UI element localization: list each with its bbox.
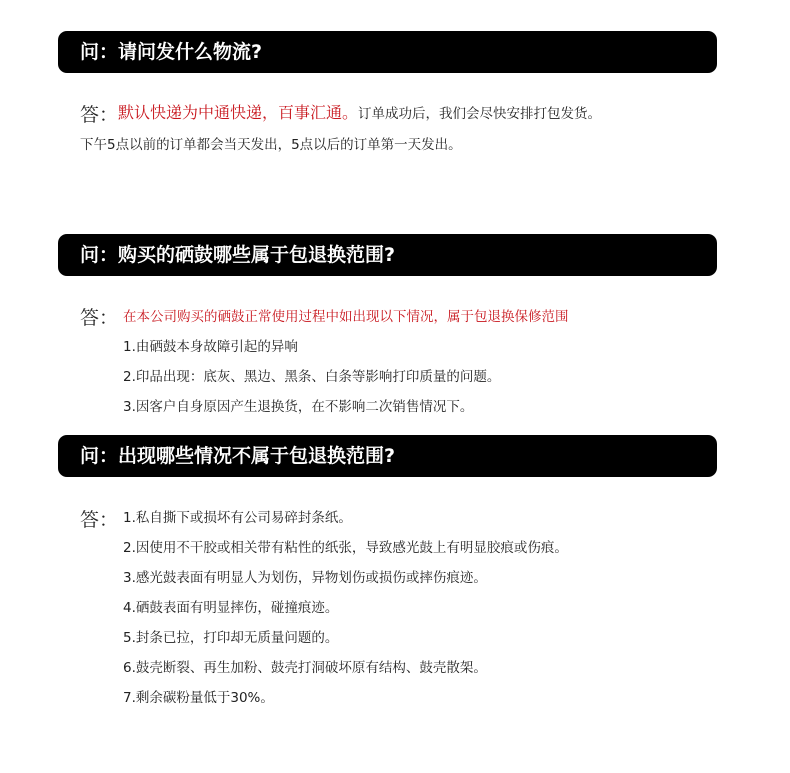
question-text: 问：出现哪些情况不属于包退换范围? — [80, 445, 396, 467]
list-item: 1.由硒鼓本身故障引起的异响 — [123, 339, 298, 355]
answer-intro: 在本公司购买的硒鼓正常使用过程中如出现以下情况，属于包退换保修范围 — [123, 309, 569, 325]
answer-label: 答： — [80, 307, 119, 329]
answer-line-1 — [118, 103, 601, 124]
list-item: 2.因使用不干胶或相关带有粘性的纸张，导致感光鼓上有明显胶痕或伤痕。 — [123, 540, 568, 556]
answer-text: 订单成功后，我们会尽快安排打包发货。 — [358, 106, 602, 122]
question-bar-return-scope — [58, 234, 717, 276]
question-bar-shipping — [58, 31, 717, 73]
list-item: 2.印品出现：底灰、黑边、黑条、白条等影响打印质量的问题。 — [123, 369, 501, 385]
list-item: 7.剩余碳粉量低于30%。 — [123, 690, 274, 706]
list-item: 5.封条已拉，打印却无质量问题的。 — [123, 630, 339, 646]
question-text: 问：购买的硒鼓哪些属于包退换范围? — [80, 244, 396, 266]
answer-label: 答： — [80, 509, 119, 531]
list-item: 6.鼓壳断裂、再生加粉、鼓壳打洞破坏原有结构、鼓壳散架。 — [123, 660, 487, 676]
list-item: 3.感光鼓表面有明显人为划伤，异物划伤或损伤或摔伤痕迹。 — [123, 570, 487, 586]
list-item: 1.私自撕下或损坏有公司易碎封条纸。 — [123, 510, 352, 526]
list-item: 4.硒鼓表面有明显摔伤，碰撞痕迹。 — [123, 600, 339, 616]
list-item: 3.因客户自身原因产生退换货，在不影响二次销售情况下。 — [123, 399, 474, 415]
question-bar-not-covered — [58, 435, 717, 477]
answer-label: 答： — [80, 104, 119, 126]
question-text: 问：请问发什么物流? — [80, 41, 263, 63]
answer-highlight: 默认快递为中通快递，百事汇通。 — [118, 103, 359, 122]
answer-line-2: 下午5点以前的订单都会当天发出，5点以后的订单第一天发出。 — [80, 137, 462, 153]
